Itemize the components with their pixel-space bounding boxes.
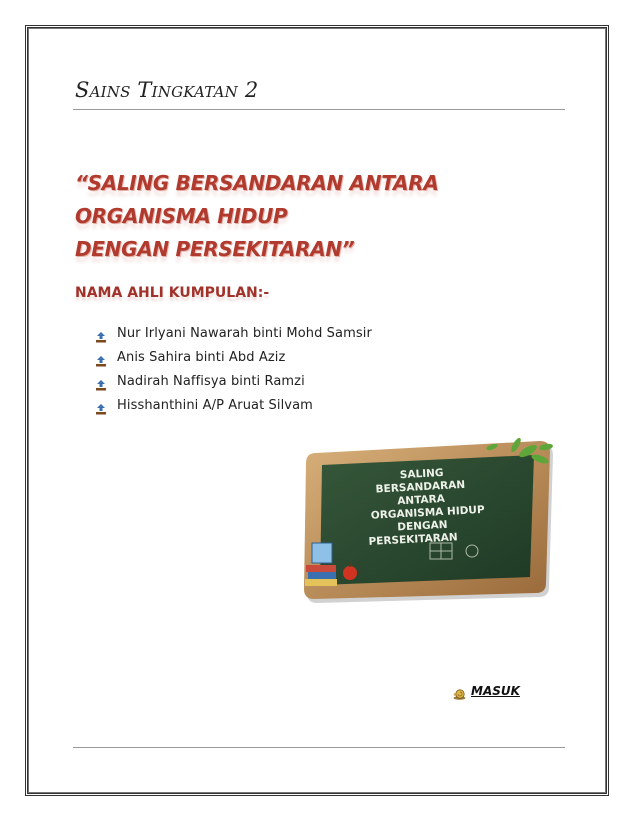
chalkboard-text-line: BERSANDARAN <box>375 478 466 496</box>
page-header-title: Sains Tingkatan 2 <box>75 78 259 102</box>
member-name: Anis Sahira binti Abd Aziz <box>117 349 286 365</box>
members-heading: NAMA AHLI KUMPULAN:- <box>75 285 270 301</box>
chalkboard-text-line: SALING <box>399 466 444 482</box>
document-title-line-2: DENGAN PERSEKITARAN” <box>75 237 355 261</box>
bullet-arrow-icon <box>96 376 106 387</box>
member-list <box>96 321 372 417</box>
chalkboard-text-line: PERSEKITARAN <box>368 531 458 548</box>
document-title <box>75 167 565 266</box>
chalkboard-text-line: ANTARA <box>396 492 446 508</box>
member-name: Nur Irlyani Nawarah binti Mohd Samsir <box>117 325 372 341</box>
member-name: Hisshanthini A/P Aruat Silvam <box>117 397 313 413</box>
list-item <box>96 345 372 369</box>
list-item <box>96 369 372 393</box>
bullet-arrow-icon <box>96 400 106 411</box>
bullet-arrow-icon <box>96 328 106 339</box>
bullet-arrow-icon <box>96 352 106 363</box>
list-item <box>96 393 372 417</box>
footer-divider <box>73 747 565 748</box>
snail-icon <box>453 685 466 697</box>
header-divider <box>73 109 565 110</box>
list-item <box>96 321 372 345</box>
chalkboard-text-line: DENGAN <box>397 518 448 534</box>
masuk-link[interactable] <box>453 684 520 698</box>
chalkboard-image <box>302 433 554 603</box>
member-name: Nadirah Naffisya binti Ramzi <box>117 373 305 389</box>
chalkboard-text-line: ORGANISMA HIDUP <box>370 503 485 522</box>
document-title-line-1: “SALING BERSANDARAN ANTARA ORGANISMA HIDUP <box>75 171 439 228</box>
chalkboard-illustration <box>302 433 554 603</box>
masuk-label[interactable]: MASUK <box>471 684 520 698</box>
